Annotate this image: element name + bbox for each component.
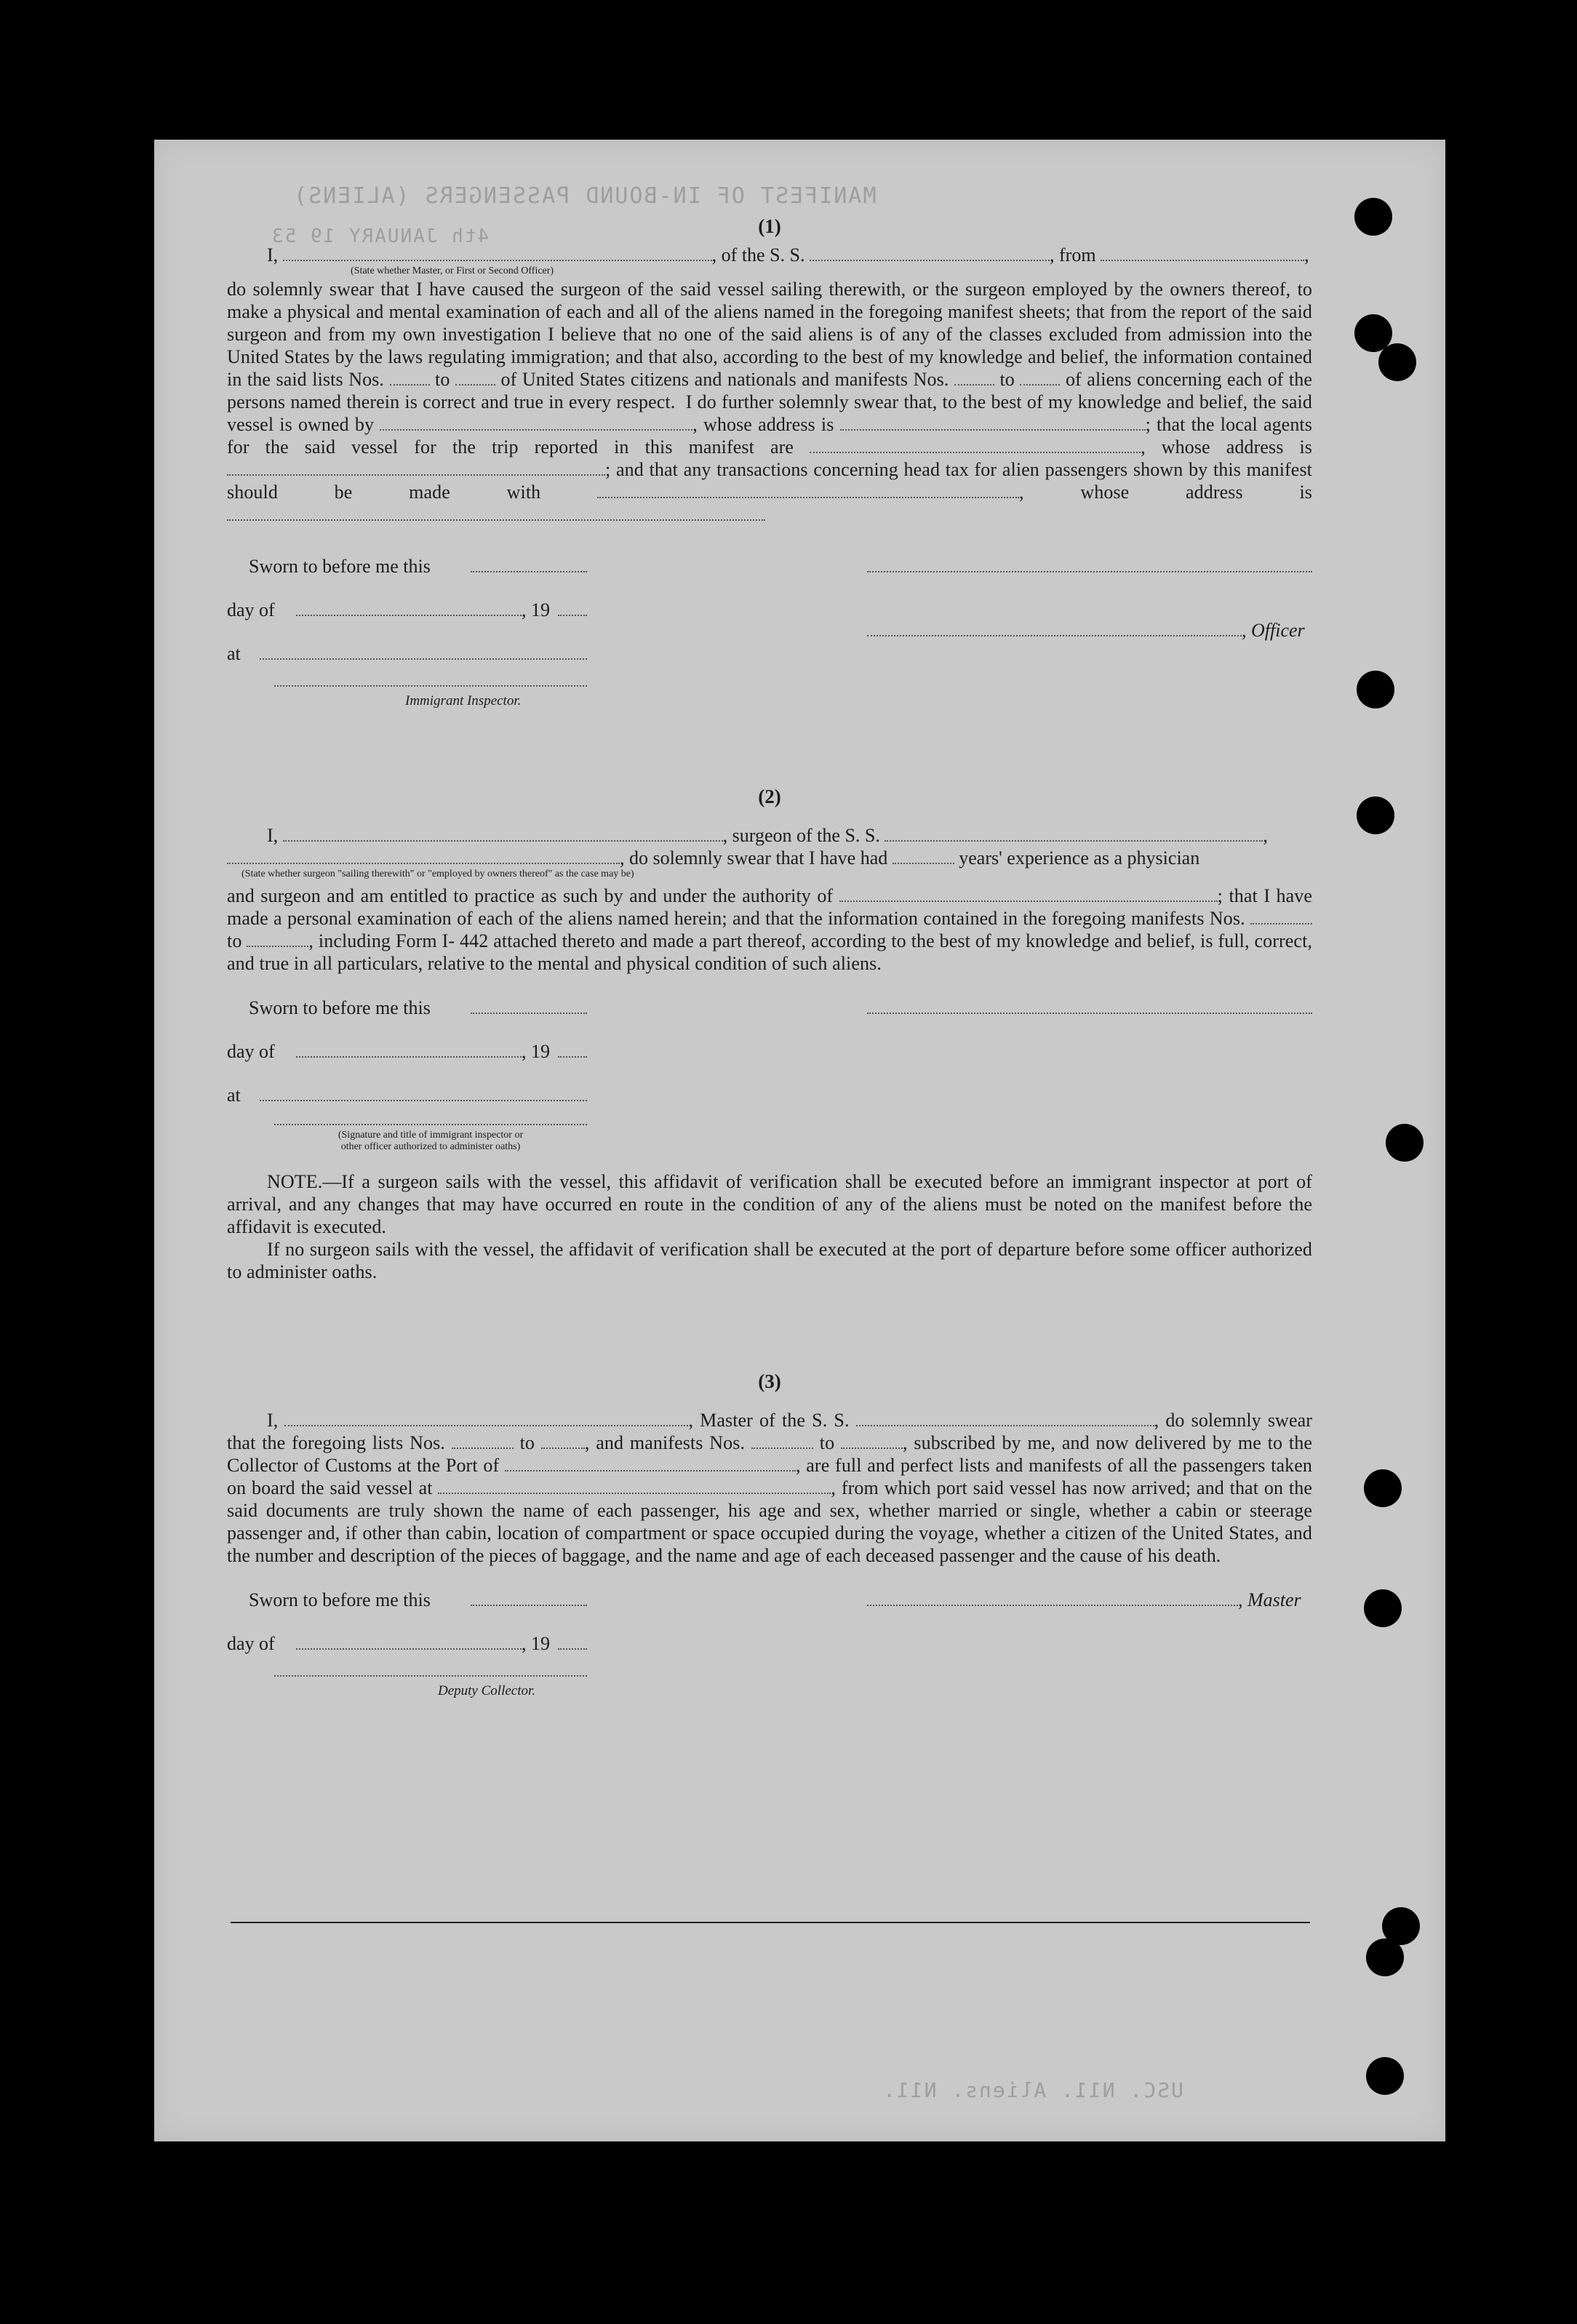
sworn-date-field-3[interactable] (471, 1589, 587, 1606)
officer-signature-line-top[interactable] (867, 570, 1312, 572)
binder-hole (1357, 671, 1394, 708)
section-1-inspector-row: Immigrant Inspector. (227, 684, 1312, 720)
section-3-number: (3) (758, 1370, 781, 1392)
binder-hole (1386, 1124, 1424, 1162)
master-manifests-to-field[interactable] (841, 1431, 903, 1449)
section-2-line-2: , do solemnly swear that I have had years' experience as a physician (State whether surgeon "sailing therewith" or "employed by owners thereof" as the case may be) (227, 847, 1312, 880)
section-2-note: NOTE.—If a surgeon sails with the vessel, this affidavit of verification shall be executed before an immigrant inspector at port of arrival, and any changes that may have occurred en route in the condition of any of the aliens must be noted on the manifest before the affidavit is executed. (227, 1171, 1312, 1237)
binder-hole (1357, 796, 1394, 834)
years-experience-field[interactable] (893, 847, 954, 864)
section-1-at-row: at , Officer (227, 620, 1305, 664)
binder-hole (1364, 1469, 1402, 1507)
owner-address-field[interactable] (840, 413, 1146, 431)
section-1-day-row: day of , 19 (227, 599, 1312, 621)
section-1-number: (1) (758, 215, 781, 237)
section-3-deputy-row: Deputy Collector. (227, 1674, 1312, 1710)
manifests-to-field[interactable] (1020, 368, 1060, 386)
surgeon-manifest-to-field[interactable] (247, 930, 308, 947)
surgeon-vessel-field[interactable] (885, 824, 1263, 842)
day-of-field-3[interactable] (296, 1632, 522, 1650)
year-field-3[interactable] (558, 1632, 587, 1650)
master-name-field[interactable] (284, 1409, 688, 1426)
port-of-arrival-field[interactable] (505, 1454, 796, 1472)
surgeon-manifest-from-field[interactable] (1250, 907, 1312, 925)
vessel-name-field[interactable] (810, 244, 1050, 261)
section-3-day-row: day of , 19 (227, 1632, 1312, 1655)
lists-from-field[interactable] (390, 368, 430, 386)
surgeon-name-field[interactable] (283, 824, 723, 842)
surgeon-status-field[interactable] (227, 847, 620, 864)
section-2-body: and surgeon and am entitled to practice as such by and under the authority of ; that I have made a personal examination of each of the aliens named herein; and that the information contained in the foregoing manifests Nos. to , including Form I- 442 attached thereto and made a part thereof, according to the best of my knowledge and belief, is full, correct, and true in all particulars, relative to the mental and physical condition of such aliens. (227, 885, 1313, 974)
section-2-note-2: If no surgeon sails with the vessel, the affidavit of verification shall be executed at the port of departure before some officer authorized to administer oaths. (227, 1239, 1312, 1282)
binder-hole (1366, 2057, 1404, 2095)
surgeon-status-note: (State whether surgeon "sailing therewith" or "employed by owners thereof" as the case may be) (241, 868, 634, 879)
local-agents-field[interactable] (810, 436, 1141, 453)
section-2-day-row: day of , 19 (227, 1040, 1312, 1063)
port-of-embarkation-field[interactable] (438, 1477, 831, 1494)
lists-to-field[interactable] (455, 368, 495, 386)
bleed-through-line: 4th JANUARY 19 53 (271, 225, 490, 247)
bleed-through-header: MANIFEST OF IN-BOUND PASSENGERS (ALIENS) (292, 183, 877, 209)
at-field-2[interactable] (260, 1084, 587, 1101)
section-2-at-row: at (227, 1084, 1312, 1106)
agents-address-field[interactable] (227, 458, 605, 476)
deputy-collector-signature-line[interactable] (274, 1674, 587, 1677)
binder-hole (1378, 343, 1416, 381)
manifest-sheet (154, 140, 1445, 2141)
binder-hole (1366, 1938, 1404, 1976)
administering-officer-signature-line[interactable] (274, 1122, 587, 1125)
inspector-signature-line[interactable] (274, 684, 587, 687)
section-1-body: do solemnly swear that I have caused the surgeon of the said vessel sailing therewith, or the surgeon employed by the owners thereof, to make a physical and mental examination of each and all of the aliens named in the foregoing manifest sheets; that from the report of the said surgeon and from my own investigation I believe that no one of the said aliens is of any of the classes excluded from admission into the United States by the laws regulating immigration; and that also, according to the best of my knowledge and belief, the information contained in the said lists Nos. to of United States citizens and nationals and manifests Nos. to of aliens concerning each of the persons named therein is correct and true in every respect. I do further solemnly swear that, to the best of my knowledge and belief, the said vessel is owned by , whose address is ; that the local agents for the said vessel for the trip reported in this manifest are , whose address is ; and that any transactions concerning head tax for alien passengers shown by this manifest should be made with , whose address is (227, 278, 1312, 526)
master-signature-line[interactable] (867, 1603, 1238, 1606)
officer-name-field[interactable] (283, 244, 712, 261)
master-lists-to-field[interactable] (541, 1431, 585, 1449)
section-3-body: I, , Master of the S. S. , do solemnly swear that the foregoing lists Nos. to , and manifests Nos. to , subscribed by me, and now delivered by me to the Collector of Customs at the Port of , are full and perfect lists and manifests of all the passengers taken on board the said vessel at , from which port said vessel has now arrived; and that on the said documents are truly shown the name of each passenger, his age and sex, whether married or single, whether a cabin or steerage passenger and, if other than cabin, location of compartment or space occupied during the voyage, whether a citizen of the United States, and the number and description of the pieces of baggage, and the name and age of each deceased passenger and the cause of his death. (227, 1410, 1312, 1566)
year-field-2[interactable] (558, 1040, 587, 1058)
day-of-field-1[interactable] (296, 599, 522, 616)
at-field-1[interactable] (260, 642, 587, 660)
sworn-date-field-1[interactable] (471, 555, 587, 572)
master-manifests-from-field[interactable] (751, 1431, 813, 1449)
section-3-sworn-row: Sworn to before me this , Master (249, 1589, 1301, 1610)
bottom-rule (231, 1922, 1310, 1923)
signature-title-note: (Signature and title of immigrant inspector or other officer authorized to administer oaths) (338, 1130, 524, 1152)
manifests-from-field[interactable] (954, 368, 994, 386)
binder-hole (1364, 1589, 1402, 1627)
master-lists-from-field[interactable] (452, 1431, 514, 1449)
surgeon-signature-line[interactable] (867, 1011, 1312, 1014)
section-2-inspector-row (227, 1122, 1312, 1163)
year-field-1[interactable] (558, 599, 587, 616)
section-1-sworn-row: Sworn to before me this (227, 555, 1312, 578)
authority-field[interactable] (839, 885, 1218, 902)
day-of-field-2[interactable] (296, 1040, 522, 1058)
head-tax-contact-field[interactable] (597, 481, 1019, 498)
section-1-line-1: I, , of the S. S. , from , (State whether Master, or First or Second Officer) (267, 244, 1309, 276)
bleed-through-footer: USC. N11. Aliens. N11. (882, 2078, 1183, 2102)
section-2-line-1: I, , surgeon of the S. S. , (267, 825, 1268, 846)
section-2-sworn-row: Sworn to before me this (227, 997, 1312, 1019)
section-2-number: (2) (758, 786, 781, 807)
master-vessel-field[interactable] (856, 1409, 1154, 1426)
owner-field[interactable] (380, 413, 692, 431)
officer-signature-line[interactable] (867, 634, 1242, 636)
binder-hole (1354, 198, 1392, 236)
head-tax-address-field[interactable] (227, 503, 765, 521)
sworn-date-field-2[interactable] (471, 997, 587, 1014)
departure-port-field[interactable] (1101, 244, 1304, 261)
officer-rank-note: (State whether Master, or First or Second Officer) (351, 265, 554, 276)
form-content (227, 212, 1312, 1710)
